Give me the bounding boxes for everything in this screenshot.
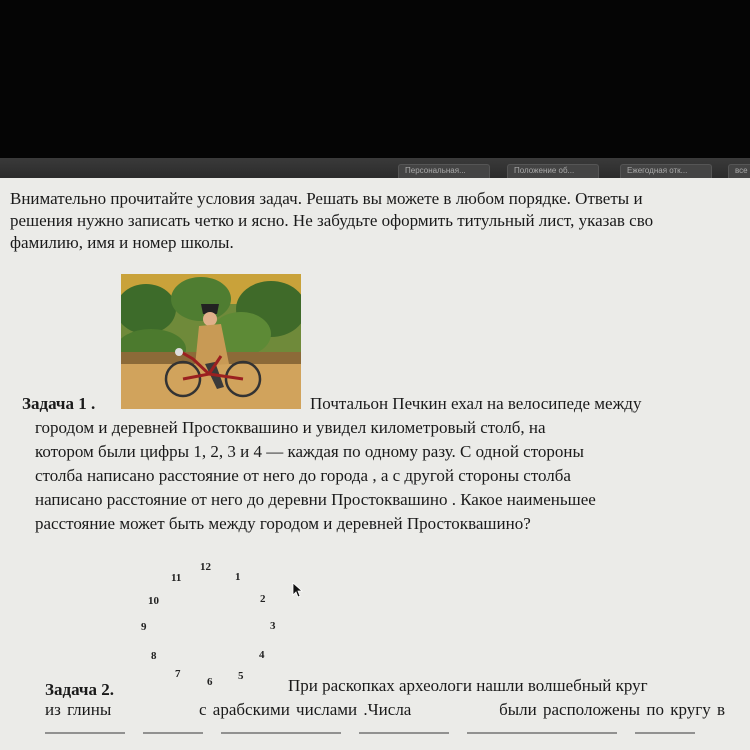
document-page <box>0 178 750 750</box>
tab-label: Персональная... <box>405 166 466 175</box>
instructions-line: фамилию, имя и номер школы. <box>10 233 234 252</box>
instructions-line: Внимательно прочитайте условия задач. Решать вы можете в любом порядке. Ответы и <box>10 189 643 208</box>
screen-bezel <box>0 0 750 165</box>
clock-number: 3 <box>270 620 276 632</box>
mouse-pointer-icon <box>292 582 304 598</box>
clock-number: 4 <box>259 649 265 661</box>
pechkin-bicycle-illustration <box>121 274 301 409</box>
clock-number: 7 <box>175 668 181 680</box>
task2-first-line: При раскопках археологи нашли волшебный круг <box>288 676 648 695</box>
task1-line: городом и деревней Простоквашино и увидел километровый столб, на <box>35 418 546 437</box>
task2-word-group: из глины <box>45 700 112 719</box>
task2-word-group: были расположены по кругу в <box>499 700 725 719</box>
task2-title: Задача 2. <box>45 680 114 699</box>
task2-second-line <box>45 700 725 720</box>
clock-number: 6 <box>207 676 213 688</box>
clock-number: 1 <box>235 571 241 583</box>
task1-first-line: Почтальон Печкин ехал на велосипеде между <box>310 394 642 413</box>
task1-body <box>35 416 750 536</box>
clock-number: 5 <box>238 670 244 682</box>
task2-word-group: с арабскими числами .Числа <box>199 700 412 719</box>
clock-number: 11 <box>171 572 182 584</box>
clock-face <box>135 558 285 688</box>
cropped-text-line <box>45 724 745 734</box>
instructions-line: решения нужно записать четко и ясно. Не забудьте оформить титульный лист, указав сво <box>10 211 654 230</box>
clock-number: 12 <box>200 561 211 573</box>
clock-number: 2 <box>260 593 266 605</box>
clock-number: 9 <box>141 621 147 633</box>
task1-line: написано расстояние от него до деревни Простоквашино . Какое наименьшее <box>35 490 596 509</box>
task1-line: котором были цифры 1, 2, 3 и 4 — каждая по одному разу. С одной стороны <box>35 442 584 461</box>
task1-line: столба написано расстояние от него до города , а с другой стороны столба <box>35 466 571 485</box>
tab-label: Ежегодная отк... <box>627 166 688 175</box>
clock-number: 10 <box>148 595 159 607</box>
task1-title: Задача 1 . <box>22 394 96 413</box>
browser-tab-bar <box>0 158 750 180</box>
tab-label: все <box>735 166 748 175</box>
task1-line: расстояние может быть между городом и деревней Простоквашино? <box>35 514 531 533</box>
clock-number: 8 <box>151 650 157 662</box>
tab-label: Положение об... <box>514 166 575 175</box>
instructions-paragraph <box>10 188 750 254</box>
